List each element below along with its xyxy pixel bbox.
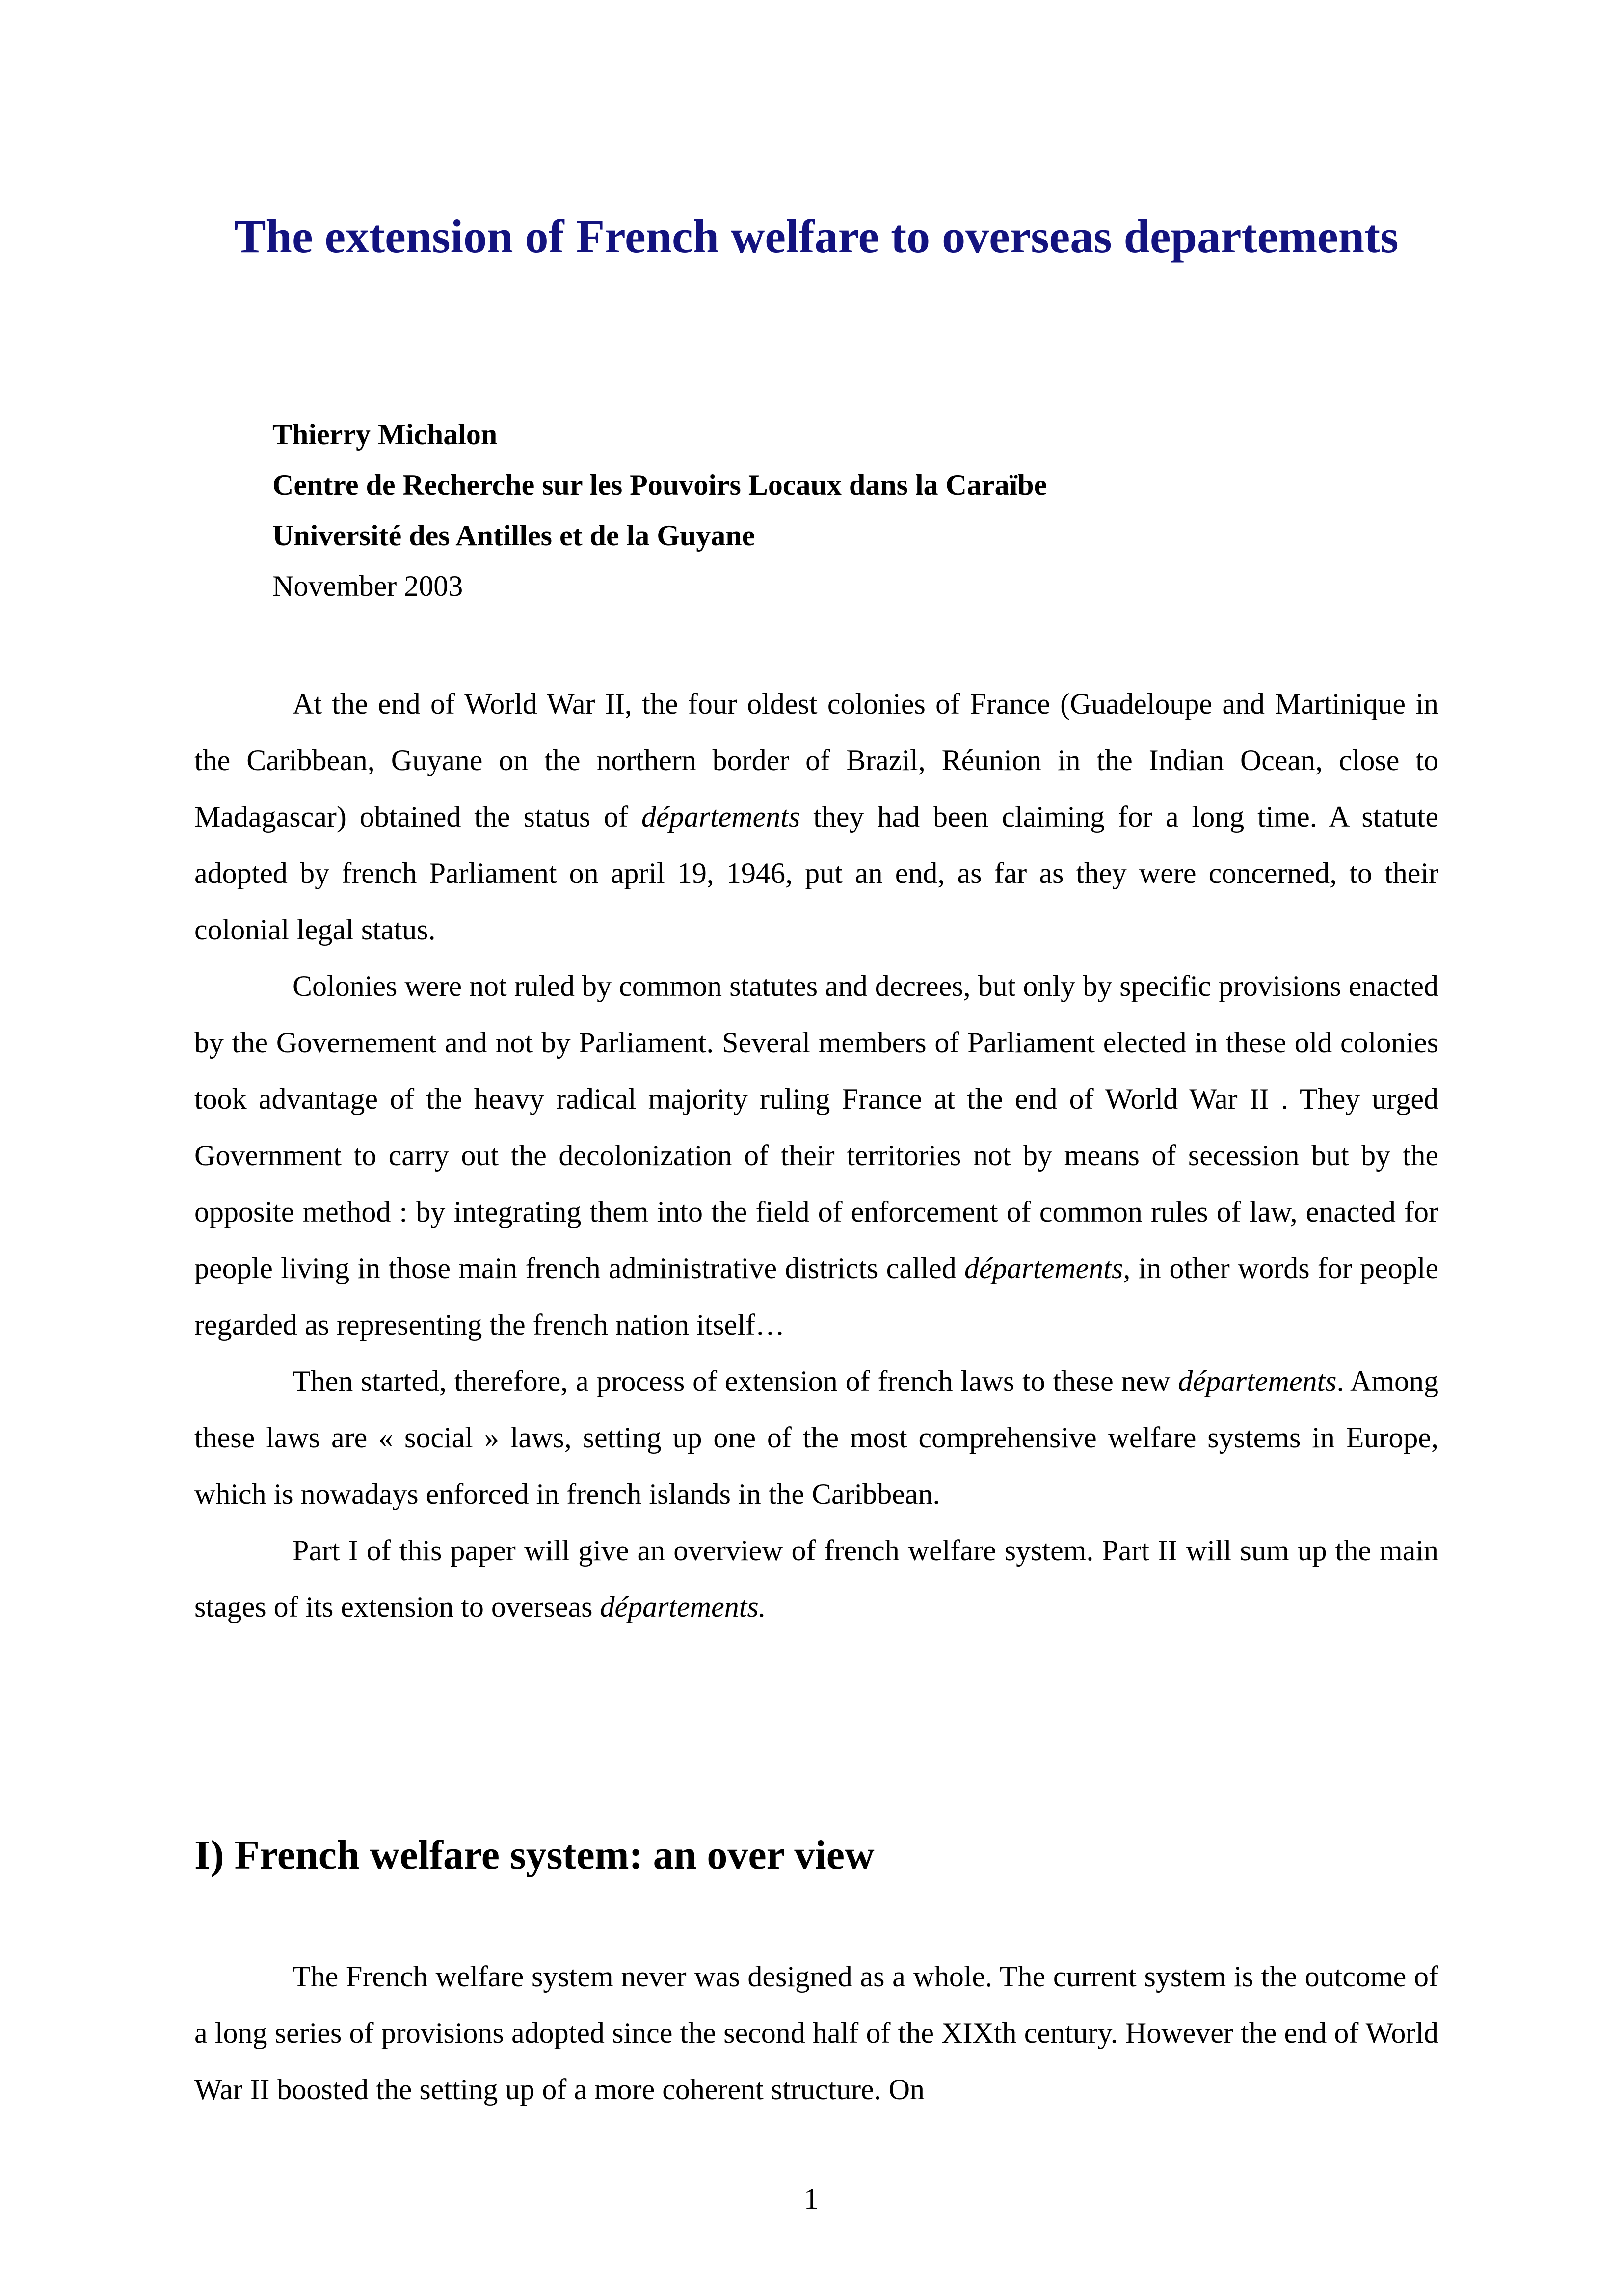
paragraph-text: . Among these laws are « social » laws, setting up one of the most comprehensive welfare systems in Europe, which is nowadays enforced in french islands in the Caribbean. [194,1365,1438,1510]
section-paragraph-1: The French welfare system never was designed as a whole. The current system is the outcome of a long series of provisions adopted since the second half of the XIXth century. However the end of World War II boosted the setting up of a more coherent structure. On [194,1960,1438,2106]
paragraph-text: At the end of World War II, the four oldest colonies of France (Guadeloupe and Martinique in the Caribbean, Guyane on the northern border of Brazil, Réunion in the Indian Ocean, close to Madagascar) obtained the status of [194,688,1438,833]
author-block [272,414,1450,616]
intro-paragraph-2 [194,958,1438,1353]
paragraph-text: Then started, therefore, a process of extension of french laws to these new [293,1365,1178,1397]
italic-term: départements [964,1252,1123,1284]
author-affiliation-center: Centre de Recherche sur les Pouvoirs Locaux dans la Caraïbe [272,469,1047,501]
document-date: November 2003 [272,570,463,602]
intro-paragraph-1 [194,676,1438,958]
document-title: The extension of French welfare to overseas departements [234,210,1399,263]
paragraph-text: Part I of this paper will give an overview of french welfare system. Part II will sum up the main stages of its extension to overseas [194,1534,1438,1623]
paragraph-text: they had been claiming for a long time. A statute adopted by french Parliament on april 19, 1946, put an end, as far as they were concerned, to their colonial legal status. [194,801,1438,946]
paragraph-text: , in other words for people regarded as representing the french nation itself… [194,1252,1438,1341]
author-affiliation-university: Université des Antilles et de la Guyane [272,519,755,552]
section-heading: I) French welfare system: an over view [194,1832,875,1878]
italic-term: départements. [600,1591,766,1623]
page-number: 1 [804,2183,819,2215]
author-name: Thierry Michalon [272,418,498,451]
section-body [194,1949,1438,2118]
italic-term: départements [641,801,800,833]
paragraph-text: Colonies were not ruled by common statutes and decrees, but only by specific provisions enacted by the Governement and not by Parliament. Several members of Parliament elected in these old colonies took advantage of the heavy radical majority ruling France at the end of World War II . They urged Government to carry out the decolonization of their territories not by means of secession but by the opposite method : by integrating them into the field of enforcement of common rules of law, enacted for people living in those main french administrative districts called [194,970,1438,1284]
italic-term: départements [1178,1365,1337,1397]
intro-paragraph-3 [194,1353,1438,1522]
intro-paragraph-4 [194,1522,1438,1635]
introduction [194,676,1438,1635]
